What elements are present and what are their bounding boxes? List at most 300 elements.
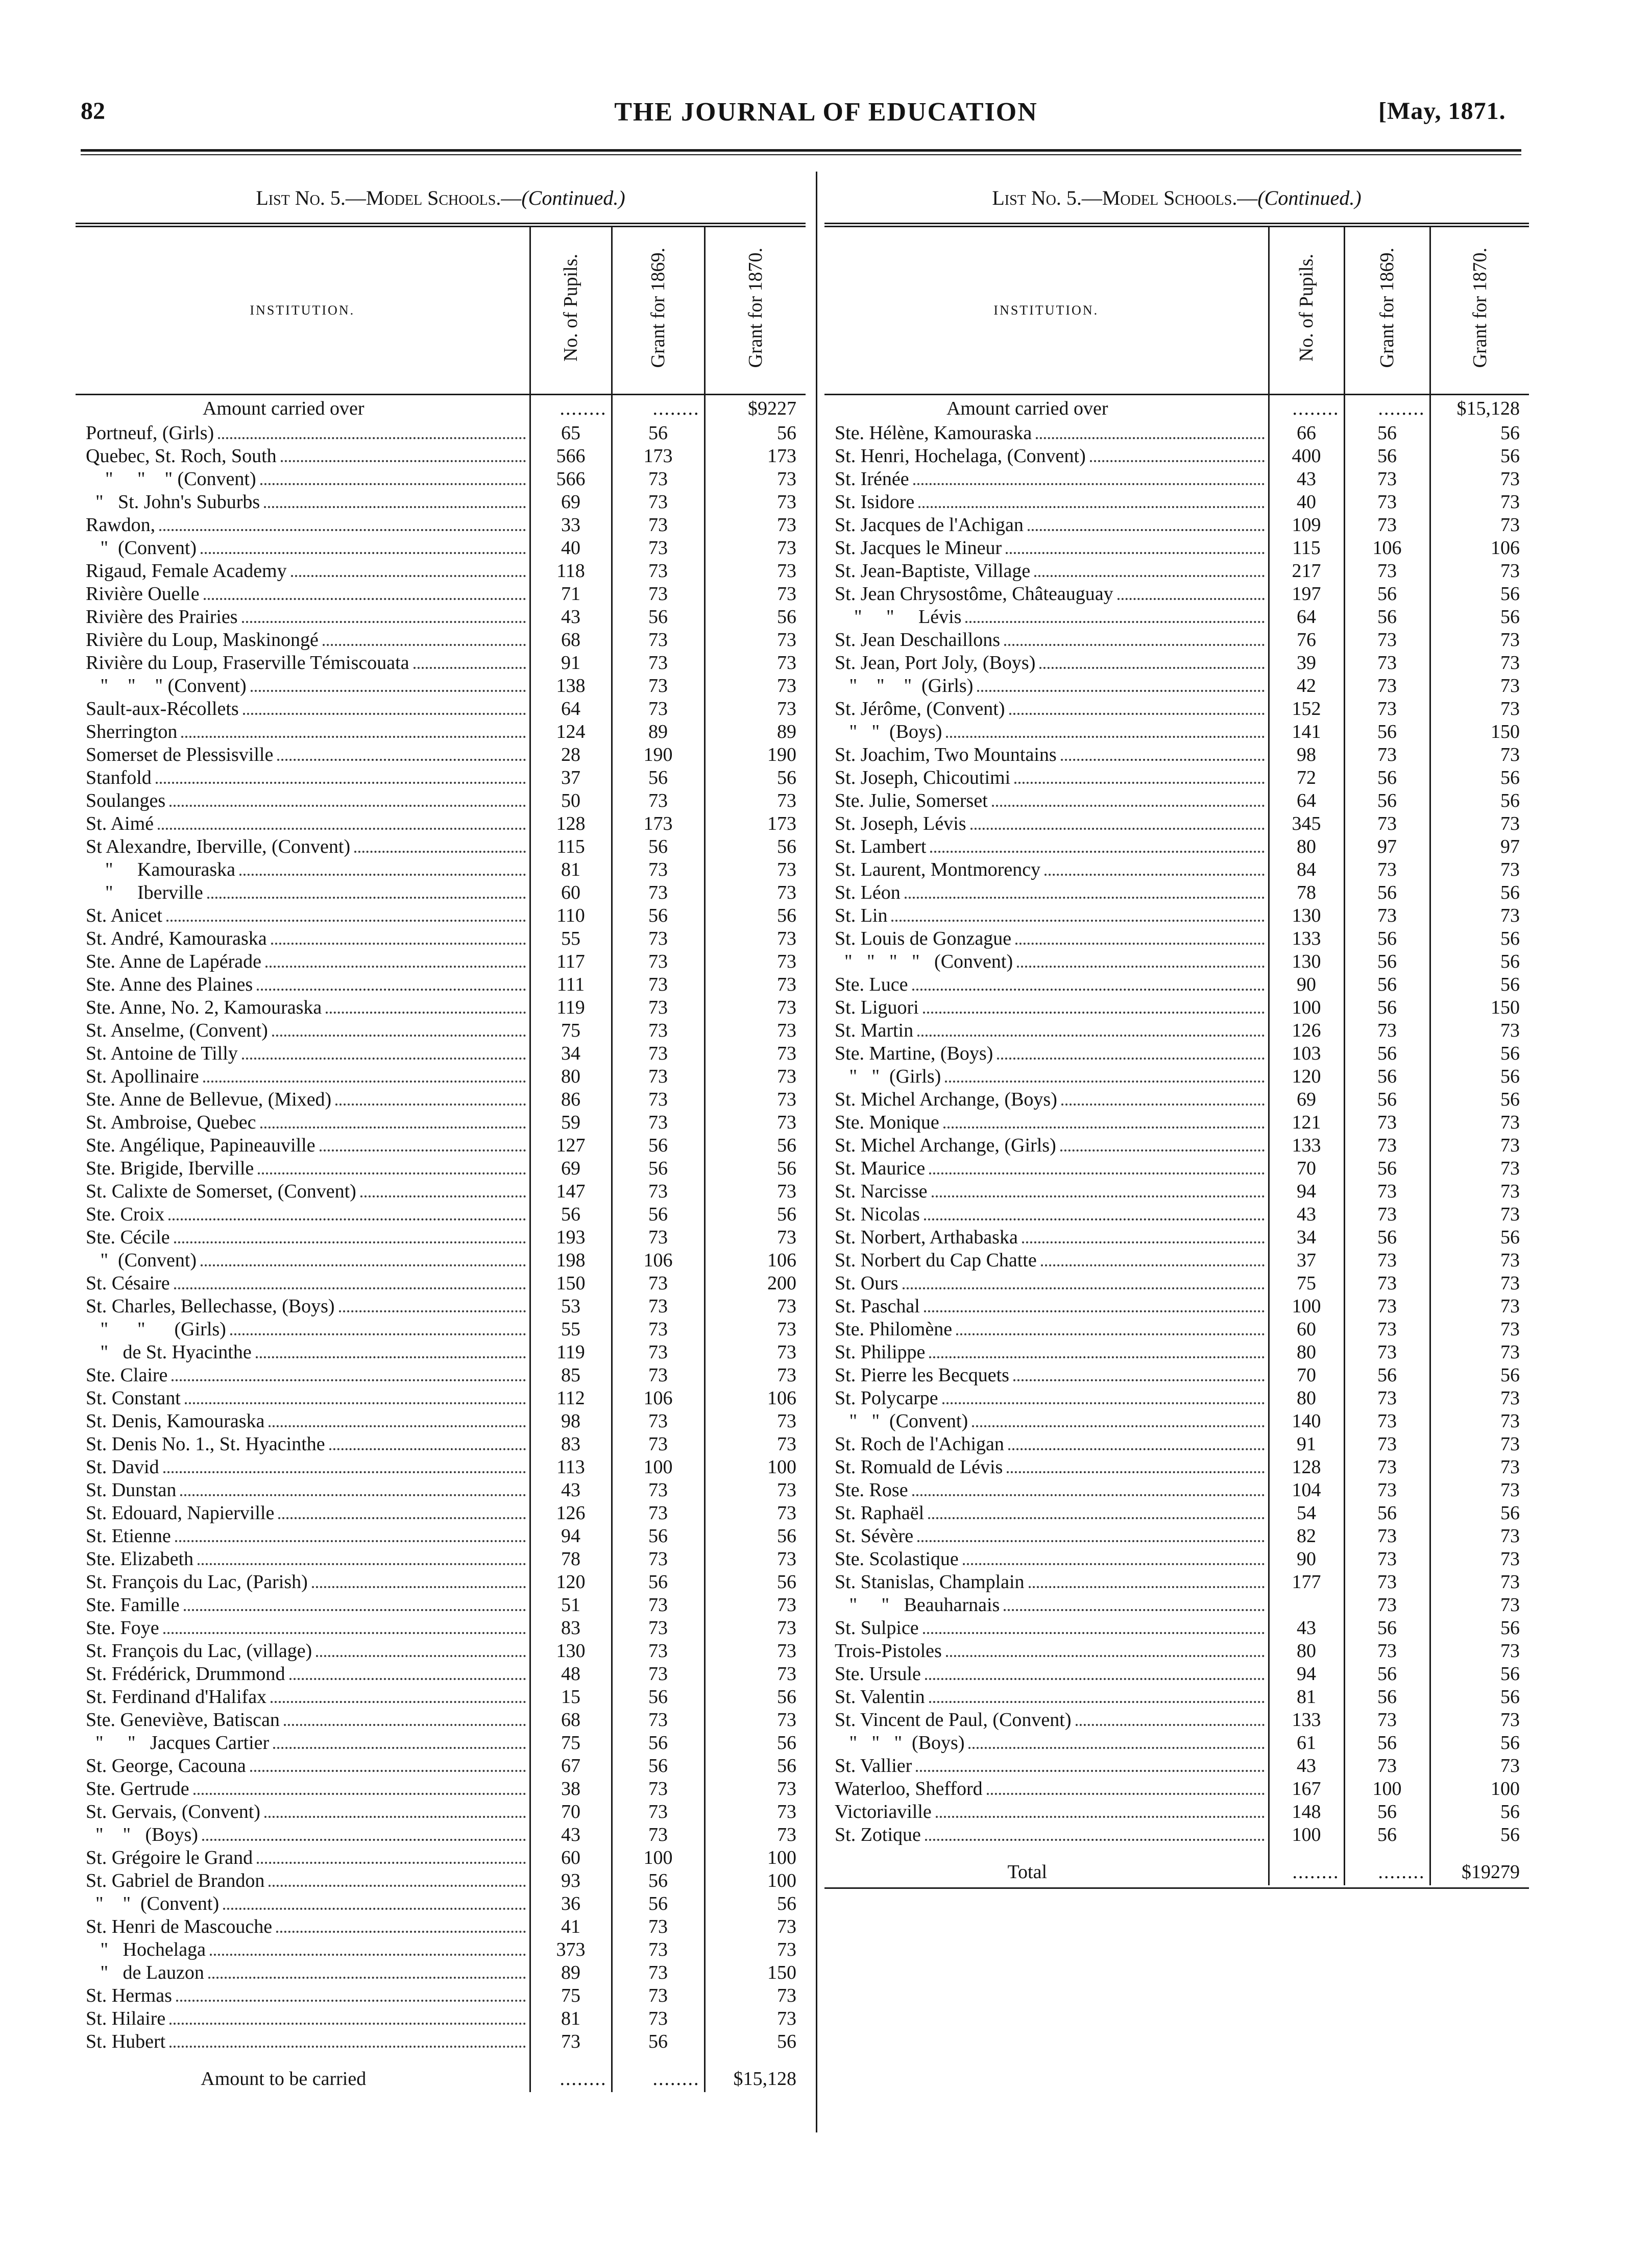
school-row bbox=[76, 1203, 806, 1226]
institution-name: St. Martin bbox=[835, 1020, 914, 1041]
grant-1870-cell: 73 bbox=[704, 1479, 806, 1502]
institution-name: " " (Girls) bbox=[835, 1066, 941, 1087]
institution-cell bbox=[76, 1364, 530, 1387]
institution-name: Ste. Foye bbox=[86, 1617, 159, 1639]
institution-name: Ste. Julie, Somerset bbox=[835, 790, 988, 811]
school-row bbox=[824, 881, 1529, 904]
grant-1869-cell: 73 bbox=[612, 1617, 704, 1640]
institution-name: St. Ambroise, Quebec bbox=[86, 1112, 256, 1133]
grant-1870-cell: 56 bbox=[1430, 1824, 1529, 1846]
grant-1870-cell: 73 bbox=[704, 1088, 806, 1111]
grant-1870-cell: 73 bbox=[704, 789, 806, 812]
school-row bbox=[824, 1042, 1529, 1065]
pupils-cell: 141 bbox=[1269, 721, 1344, 743]
pupils-cell: 36 bbox=[530, 1892, 612, 1915]
institution-name: St. Vallier bbox=[835, 1755, 912, 1777]
grant-1869-cell: 56 bbox=[1344, 1364, 1430, 1387]
grant-1869-cell: 73 bbox=[612, 583, 704, 606]
grant-1869-cell: 73 bbox=[612, 1961, 704, 1984]
column-header-grant-1869 bbox=[612, 227, 704, 395]
institution-cell bbox=[76, 652, 530, 675]
grant-1870-cell: 73 bbox=[704, 1778, 806, 1801]
institution-name: St. Edouard, Napierville bbox=[86, 1502, 275, 1524]
institution-cell bbox=[76, 491, 530, 514]
institution-cell bbox=[824, 1755, 1269, 1778]
grant-1869-cell: 73 bbox=[1344, 1180, 1430, 1203]
institution-name: Portneuf, (Girls) bbox=[86, 422, 214, 444]
pupils-cell: 76 bbox=[1269, 629, 1344, 652]
institution-cell bbox=[824, 1801, 1269, 1824]
school-row bbox=[76, 1915, 806, 1938]
institution-cell bbox=[76, 422, 530, 445]
school-row bbox=[824, 652, 1529, 675]
grant-1870-cell: 56 bbox=[1430, 1088, 1529, 1111]
institution-name: St. Hilaire bbox=[86, 2008, 166, 2029]
grant-1869-cell: 73 bbox=[612, 537, 704, 560]
school-row bbox=[76, 927, 806, 950]
institution-cell bbox=[76, 1157, 530, 1180]
institution-name: Ste. Scolastique bbox=[835, 1548, 959, 1570]
school-row bbox=[824, 468, 1529, 491]
pupils-cell: 109 bbox=[1269, 514, 1344, 537]
grant-1870-cell: 56 bbox=[704, 2030, 806, 2053]
grant-1870-cell: 56 bbox=[704, 1203, 806, 1226]
school-row bbox=[76, 1892, 806, 1915]
institution-cell bbox=[76, 1134, 530, 1157]
institution-name: St. Jean, Port Joly, (Boys) bbox=[835, 652, 1036, 674]
institution-name: St. Joseph, Lévis bbox=[835, 813, 966, 834]
institution-cell bbox=[824, 1088, 1269, 1111]
pupils-cell: 83 bbox=[530, 1433, 612, 1456]
carried-over-label: Amount carried over bbox=[946, 397, 1108, 419]
pupils-cell: 81 bbox=[530, 858, 612, 881]
institution-name: " " (Boys) bbox=[835, 721, 942, 742]
grant-1870-cell: 73 bbox=[1430, 1548, 1529, 1571]
title-rule bbox=[824, 223, 1529, 227]
grant-1869-cell: 73 bbox=[612, 996, 704, 1019]
issue-date: [May, 1871. bbox=[1378, 98, 1506, 125]
pupils-cell: 152 bbox=[1269, 698, 1344, 721]
institution-name: St. Dunstan bbox=[86, 1479, 177, 1501]
school-row bbox=[824, 606, 1529, 629]
school-row bbox=[824, 1663, 1529, 1686]
pupils-cell: 43 bbox=[530, 1479, 612, 1502]
institution-cell bbox=[76, 1249, 530, 1272]
grant-1869-cell: 56 bbox=[612, 1525, 704, 1548]
dot-leader: ........ bbox=[560, 2068, 607, 2090]
school-row bbox=[76, 1984, 806, 2007]
pupils-cell: 119 bbox=[530, 996, 612, 1019]
grant-1869-cell: 56 bbox=[1344, 1157, 1430, 1180]
table-body-left bbox=[76, 395, 806, 2054]
grant-1869-cell: 73 bbox=[1344, 1203, 1430, 1226]
school-row bbox=[76, 675, 806, 698]
grant-1869-cell: 73 bbox=[1344, 675, 1430, 698]
institution-cell bbox=[824, 629, 1269, 652]
school-row bbox=[824, 950, 1529, 973]
grant-1870-cell: 56 bbox=[704, 1755, 806, 1778]
grant-1869-cell: 73 bbox=[1344, 1249, 1430, 1272]
grant-1869-cell: 106 bbox=[612, 1387, 704, 1410]
grant-1869-cell: 73 bbox=[612, 927, 704, 950]
school-row bbox=[76, 743, 806, 766]
institution-cell bbox=[824, 1364, 1269, 1387]
school-row bbox=[76, 904, 806, 927]
pupils-cell: 85 bbox=[530, 1364, 612, 1387]
grant-1869-cell: 73 bbox=[1344, 468, 1430, 491]
total-cell bbox=[824, 1859, 1269, 1885]
institution-cell bbox=[824, 789, 1269, 812]
institution-name: St. Jean-Baptiste, Village bbox=[835, 560, 1031, 582]
pupils-cell: 566 bbox=[530, 445, 612, 468]
institution-cell bbox=[824, 973, 1269, 996]
institution-name: " (Convent) bbox=[86, 537, 197, 559]
pupils-cell: 82 bbox=[1269, 1525, 1344, 1548]
grant-1869-cell: 56 bbox=[1344, 606, 1430, 629]
grant-1870-cell: 56 bbox=[1430, 1042, 1529, 1065]
institution-name: St. Henri, Hochelaga, (Convent) bbox=[835, 445, 1086, 467]
school-row bbox=[824, 721, 1529, 743]
pupils-cell: 70 bbox=[530, 1801, 612, 1824]
grant-1870-cell: 150 bbox=[704, 1961, 806, 1984]
column-header-grant-1870-label: Grant for 1870. bbox=[744, 248, 766, 368]
institution-cell bbox=[76, 583, 530, 606]
institution-cell bbox=[76, 721, 530, 743]
school-row bbox=[76, 1571, 806, 1594]
school-row bbox=[76, 1042, 806, 1065]
institution-name: St. Pierre les Becquets bbox=[835, 1364, 1009, 1386]
institution-name: St. Isidore bbox=[835, 491, 915, 513]
school-row bbox=[76, 1387, 806, 1410]
grant-1869-cell: 56 bbox=[612, 835, 704, 858]
title-rule bbox=[76, 223, 806, 227]
grant-1870-cell: 73 bbox=[1430, 1755, 1529, 1778]
carried-forward-pupils bbox=[530, 2066, 612, 2092]
institution-name: St. Norbert du Cap Chatte bbox=[835, 1250, 1037, 1271]
grant-1870-cell: 73 bbox=[704, 1801, 806, 1824]
school-row bbox=[76, 2007, 806, 2030]
institution-name: Stanfold bbox=[86, 767, 152, 788]
column-header-grant-1870-label: Grant for 1870. bbox=[1469, 248, 1491, 368]
grant-1870-cell: 73 bbox=[704, 1824, 806, 1846]
dot-leader: ........ bbox=[1292, 1861, 1340, 1883]
grant-1870-cell: 100 bbox=[704, 1846, 806, 1869]
grant-1869-cell: 56 bbox=[612, 1732, 704, 1755]
total-pupils bbox=[1269, 1859, 1344, 1885]
institution-name: Ste. Ursule bbox=[835, 1663, 921, 1685]
institution-cell bbox=[76, 1915, 530, 1938]
pupils-cell: 100 bbox=[1269, 1295, 1344, 1318]
carried-forward-label: Amount to be carried bbox=[201, 2068, 367, 2090]
grant-1870-cell: 56 bbox=[704, 1157, 806, 1180]
school-row bbox=[824, 1019, 1529, 1042]
grant-1870-cell: 56 bbox=[1430, 1065, 1529, 1088]
institution-cell bbox=[824, 1341, 1269, 1364]
school-row bbox=[76, 789, 806, 812]
institution-cell bbox=[824, 835, 1269, 858]
grant-1869-cell: 73 bbox=[1344, 1111, 1430, 1134]
institution-cell bbox=[76, 766, 530, 789]
carried-forward-grant-1870: $15,128 bbox=[704, 2066, 806, 2092]
grant-1869-cell: 73 bbox=[1344, 629, 1430, 652]
grant-1870-cell: 56 bbox=[1430, 422, 1529, 445]
grant-1869-cell: 73 bbox=[612, 1548, 704, 1571]
school-row bbox=[824, 743, 1529, 766]
institution-name: St. François du Lac, (village) bbox=[86, 1640, 312, 1662]
pupils-cell: 94 bbox=[1269, 1663, 1344, 1686]
institution-name: Ste. Gertrude bbox=[86, 1778, 189, 1800]
grant-1869-cell: 73 bbox=[612, 1295, 704, 1318]
pupils-cell: 83 bbox=[530, 1617, 612, 1640]
grant-1869-cell: 56 bbox=[612, 1869, 704, 1892]
grant-1870-cell: 56 bbox=[1430, 606, 1529, 629]
pupils-cell: 124 bbox=[530, 721, 612, 743]
grant-1870-cell: 73 bbox=[1430, 1272, 1529, 1295]
institution-name: Waterloo, Shefford bbox=[835, 1778, 983, 1800]
grant-1870-cell: 150 bbox=[1430, 721, 1529, 743]
school-row bbox=[824, 1203, 1529, 1226]
grant-1869-cell: 73 bbox=[612, 1088, 704, 1111]
grant-1870-cell: 56 bbox=[1430, 1663, 1529, 1686]
school-row bbox=[824, 1640, 1529, 1663]
pupils-cell: 177 bbox=[1269, 1571, 1344, 1594]
grant-1869-cell: 73 bbox=[612, 652, 704, 675]
grant-1869-cell: 73 bbox=[612, 1180, 704, 1203]
school-row bbox=[824, 1249, 1529, 1272]
institution-name: St. Lin bbox=[835, 905, 888, 926]
grant-1870-cell: 73 bbox=[704, 927, 806, 950]
institution-cell bbox=[76, 1938, 530, 1961]
grant-1870-cell: 73 bbox=[1430, 675, 1529, 698]
institution-cell bbox=[824, 1502, 1269, 1525]
school-row bbox=[76, 721, 806, 743]
grant-1869-cell: 56 bbox=[1344, 1824, 1430, 1846]
institution-cell bbox=[824, 1709, 1269, 1732]
pupils-cell: 55 bbox=[530, 927, 612, 950]
school-row bbox=[824, 445, 1529, 468]
grant-1869-cell: 73 bbox=[1344, 1755, 1430, 1778]
pupils-cell: 64 bbox=[1269, 606, 1344, 629]
grant-1870-cell: 73 bbox=[704, 1065, 806, 1088]
school-row bbox=[76, 1732, 806, 1755]
institution-name: Ste. Luce bbox=[835, 974, 908, 995]
school-row bbox=[76, 1065, 806, 1088]
institution-name: Ste. Rose bbox=[835, 1479, 908, 1501]
pupils-cell: 34 bbox=[530, 1042, 612, 1065]
institution-cell bbox=[824, 1157, 1269, 1180]
pupils-cell: 167 bbox=[1269, 1778, 1344, 1801]
school-row bbox=[76, 1617, 806, 1640]
pupils-cell: 61 bbox=[1269, 1732, 1344, 1755]
pupils-cell: 373 bbox=[530, 1938, 612, 1961]
institution-name: Ste. Hélène, Kamouraska bbox=[835, 422, 1032, 444]
institution-cell bbox=[76, 1869, 530, 1892]
institution-name: Ste. Anne de Lapérade bbox=[86, 951, 261, 972]
school-row bbox=[824, 996, 1529, 1019]
institution-cell bbox=[76, 1755, 530, 1778]
pupils-cell: 50 bbox=[530, 789, 612, 812]
institution-cell bbox=[824, 812, 1269, 835]
grant-1869-cell: 73 bbox=[612, 1709, 704, 1732]
institution-name: St. Zotique bbox=[835, 1824, 921, 1845]
institution-cell bbox=[76, 1686, 530, 1709]
institution-name: Rivière du Loup, Fraserville Témiscouata bbox=[86, 652, 409, 674]
grant-1869-cell: 56 bbox=[612, 766, 704, 789]
grant-1869-cell: 56 bbox=[1344, 1617, 1430, 1640]
institution-name: St. Anselme, (Convent) bbox=[86, 1020, 268, 1041]
school-row bbox=[76, 1318, 806, 1341]
grant-1870-cell: 73 bbox=[1430, 1134, 1529, 1157]
grant-1869-cell: 56 bbox=[1344, 1732, 1430, 1755]
institution-name: St. Paschal bbox=[835, 1296, 920, 1317]
school-row bbox=[824, 766, 1529, 789]
grant-1870-cell: 73 bbox=[1430, 560, 1529, 583]
school-row bbox=[824, 789, 1529, 812]
institution-cell bbox=[76, 514, 530, 537]
school-row bbox=[76, 1961, 806, 1984]
institution-name: " Kamouraska bbox=[86, 859, 236, 880]
institution-cell bbox=[76, 927, 530, 950]
school-row bbox=[76, 1663, 806, 1686]
institution-name: St. Maurice bbox=[835, 1158, 926, 1179]
institution-name: Sherrington bbox=[86, 721, 178, 742]
grant-1870-cell: 73 bbox=[1430, 1709, 1529, 1732]
pupils-cell: 75 bbox=[530, 1019, 612, 1042]
institution-cell bbox=[76, 904, 530, 927]
institution-cell bbox=[824, 904, 1269, 927]
pupils-cell: 37 bbox=[530, 766, 612, 789]
institution-name: St. Irénée bbox=[835, 468, 909, 490]
grant-1869-cell: 73 bbox=[1344, 1318, 1430, 1341]
institution-cell bbox=[76, 1088, 530, 1111]
pupils-cell: 72 bbox=[1269, 766, 1344, 789]
pupils-cell: 73 bbox=[530, 2030, 612, 2053]
grant-1869-cell: 56 bbox=[612, 1203, 704, 1226]
school-row bbox=[76, 950, 806, 973]
institution-cell bbox=[76, 996, 530, 1019]
grant-1869-cell: 56 bbox=[612, 1686, 704, 1709]
pupils-cell: 198 bbox=[530, 1249, 612, 1272]
institution-name: St. Aimé bbox=[86, 813, 154, 834]
institution-name: St. Grégoire le Grand bbox=[86, 1847, 253, 1868]
grant-1870-cell: 73 bbox=[1430, 1341, 1529, 1364]
institution-name: St. David bbox=[86, 1456, 159, 1478]
pupils-cell: 91 bbox=[530, 652, 612, 675]
school-row bbox=[824, 1778, 1529, 1801]
pupils-cell: 41 bbox=[530, 1915, 612, 1938]
grant-1870-cell: 73 bbox=[704, 1709, 806, 1732]
institution-cell bbox=[76, 1456, 530, 1479]
school-row bbox=[76, 1640, 806, 1663]
institution-name: St. Joachim, Two Mountains bbox=[835, 744, 1057, 765]
column-header-grant-1869 bbox=[1344, 227, 1430, 395]
carried-over-row bbox=[76, 395, 806, 422]
grant-1869-cell: 73 bbox=[1344, 1548, 1430, 1571]
institution-name: St. Roch de l'Achigan bbox=[835, 1433, 1004, 1455]
school-row bbox=[76, 537, 806, 560]
grant-1870-cell: 73 bbox=[1430, 1479, 1529, 1502]
pupils-cell: 70 bbox=[1269, 1364, 1344, 1387]
institution-name: Rawdon, bbox=[86, 514, 156, 536]
grant-1870-cell: 73 bbox=[704, 973, 806, 996]
pupils-cell: 138 bbox=[530, 675, 612, 698]
pupils-cell: 126 bbox=[530, 1502, 612, 1525]
grant-1870-cell: 73 bbox=[704, 1594, 806, 1617]
institution-cell bbox=[824, 1295, 1269, 1318]
institution-cell bbox=[76, 560, 530, 583]
institution-cell bbox=[824, 1042, 1269, 1065]
school-row bbox=[824, 1617, 1529, 1640]
institution-name: Rigaud, Female Academy bbox=[86, 560, 287, 582]
grant-1870-cell: 73 bbox=[704, 996, 806, 1019]
pupils-cell: 127 bbox=[530, 1134, 612, 1157]
grant-1870-cell: 56 bbox=[704, 422, 806, 445]
grant-1870-cell: 73 bbox=[704, 858, 806, 881]
grant-1870-cell: 73 bbox=[704, 1042, 806, 1065]
school-row bbox=[76, 812, 806, 835]
school-row bbox=[824, 904, 1529, 927]
institution-cell bbox=[76, 973, 530, 996]
institution-cell bbox=[824, 1732, 1269, 1755]
institution-cell bbox=[824, 468, 1269, 491]
pupils-cell: 75 bbox=[530, 1732, 612, 1755]
school-row bbox=[76, 445, 806, 468]
right-list bbox=[824, 174, 1529, 1889]
institution-cell bbox=[76, 1525, 530, 1548]
institution-cell bbox=[76, 445, 530, 468]
grant-1869-cell: 73 bbox=[612, 1938, 704, 1961]
column-header-grant-1870 bbox=[704, 227, 806, 395]
school-row bbox=[824, 1111, 1529, 1134]
institution-name: St. Sulpice bbox=[835, 1617, 919, 1639]
grant-1870-cell: 56 bbox=[1430, 1226, 1529, 1249]
column-header-pupils-label: No. of Pupils. bbox=[560, 254, 581, 362]
grant-1870-cell: 73 bbox=[704, 1180, 806, 1203]
pupils-cell: 68 bbox=[530, 629, 612, 652]
grant-1870-cell: 73 bbox=[704, 1938, 806, 1961]
institution-cell bbox=[824, 491, 1269, 514]
grant-1870-cell: 73 bbox=[704, 560, 806, 583]
school-row bbox=[76, 1111, 806, 1134]
list-title-main: List No. 5.—Model Schools.— bbox=[256, 186, 522, 209]
institution-name: " St. John's Suburbs bbox=[86, 491, 260, 513]
grant-1870-cell: 56 bbox=[1430, 1502, 1529, 1525]
school-row bbox=[824, 1318, 1529, 1341]
institution-cell bbox=[76, 1892, 530, 1915]
grant-1869-cell: 73 bbox=[612, 1594, 704, 1617]
institution-name: St. Denis No. 1., St. Hyacinthe bbox=[86, 1433, 325, 1455]
pupils-cell: 39 bbox=[1269, 652, 1344, 675]
institution-cell bbox=[824, 1456, 1269, 1479]
school-row bbox=[76, 1686, 806, 1709]
institution-name: " " (Boys) bbox=[86, 1824, 198, 1845]
grant-1870-cell: 73 bbox=[704, 537, 806, 560]
pupils-cell: 140 bbox=[1269, 1410, 1344, 1433]
grant-1870-cell: 73 bbox=[704, 652, 806, 675]
institution-cell bbox=[824, 1019, 1269, 1042]
grant-1869-cell: 73 bbox=[612, 858, 704, 881]
institution-name: Rivière des Prairies bbox=[86, 606, 238, 628]
grant-1869-cell: 73 bbox=[612, 1663, 704, 1686]
grant-1869-cell: 73 bbox=[1344, 514, 1430, 537]
pupils-cell: 60 bbox=[1269, 1318, 1344, 1341]
pupils-cell: 128 bbox=[1269, 1456, 1344, 1479]
school-row bbox=[824, 583, 1529, 606]
list-title-left bbox=[76, 174, 806, 223]
pupils-cell: 110 bbox=[530, 904, 612, 927]
school-row bbox=[76, 1019, 806, 1042]
grant-1870-cell: 56 bbox=[1430, 789, 1529, 812]
